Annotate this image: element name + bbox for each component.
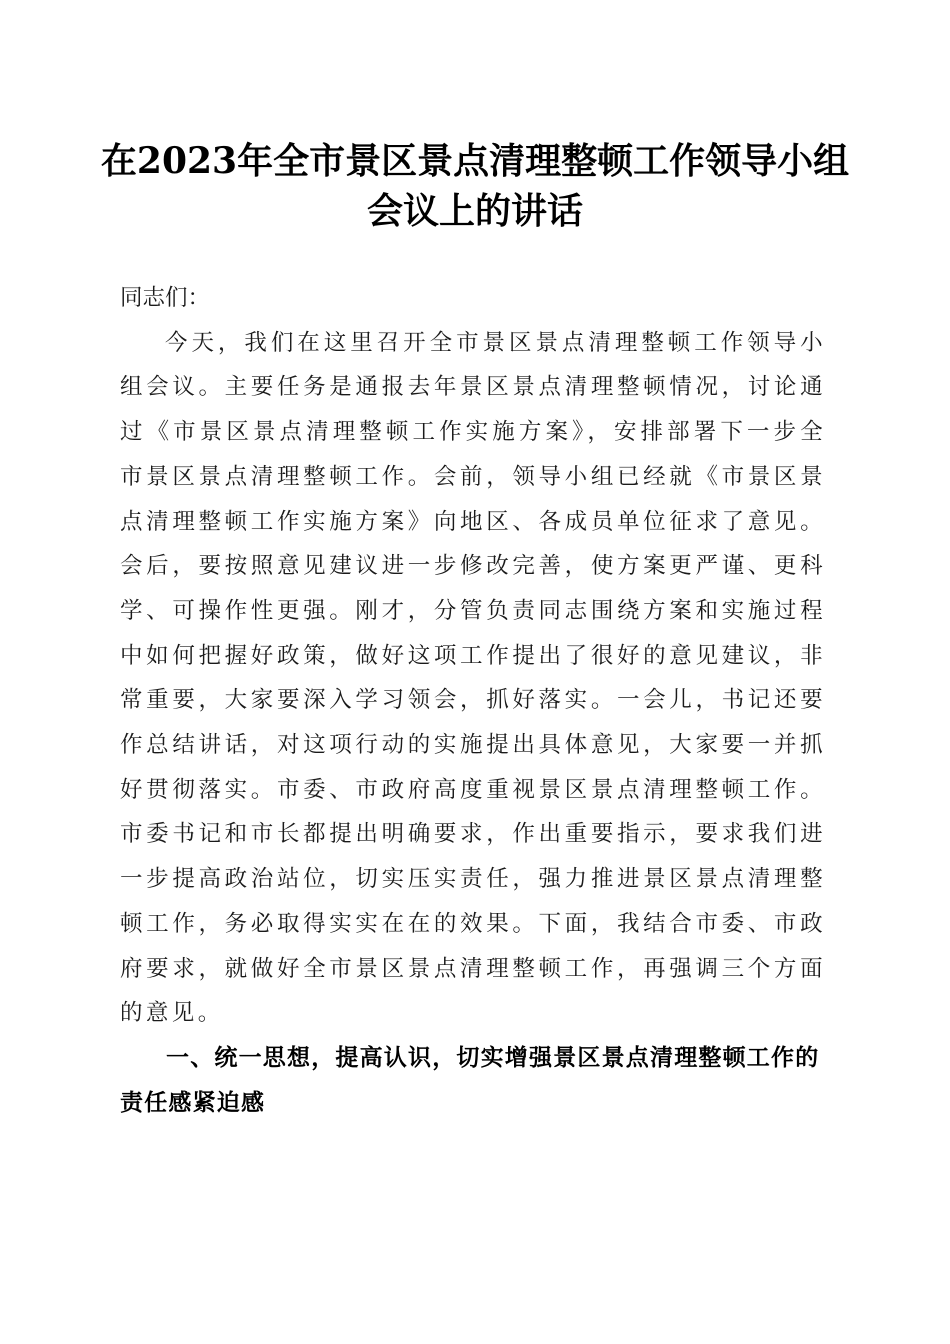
document-body: [120, 276, 826, 1125]
body-paragraph: 今天，我们在这里召开全市景区景点清理整顿工作领导小组会议。主要任务是通报去年景区景点清理整顿情况，讨论通过《市景区景点清理整顿工作实施方案》，安排部署下一步全市景区景点清理整顿工作。会前，领导小组已经就《市景区景点清理整顿工作实施方案》向地区、各成员单位征求了意见。会后，要按照意见建议进一步修改完善，使方案更严谨、更科学、可操作性更强。刚才，分管负责同志围绕方案和实施过程中如何把握好政策，做好这项工作提出了很好的意见建议，非常重要，大家要深入学习领会，抓好落实。一会儿，书记还要作总结讲话，对这项行动的实施提出具体意见，大家要一并抓好贯彻落实。市委、市政府高度重视景区景点清理整顿工作。市委书记和市长都提出明确要求，作出重要指示，要求我们进一步提高政治站位，切实压实责任，强力推进景区景点清理整顿工作，务必取得实实在在的效果。下面，我结合市委、市政府要求，就做好全市景区景点清理整顿工作，再强调三个方面的意见。: [120, 329, 826, 1027]
document-title: 在2023年全市景区景点清理整顿工作领导小组会议上的讲话: [100, 140, 850, 232]
salutation: 同志们：: [120, 285, 211, 311]
section-heading: 一、统一思想，提高认识，切实增强景区景点清理整顿工作的责任感紧迫感: [120, 1044, 820, 1116]
